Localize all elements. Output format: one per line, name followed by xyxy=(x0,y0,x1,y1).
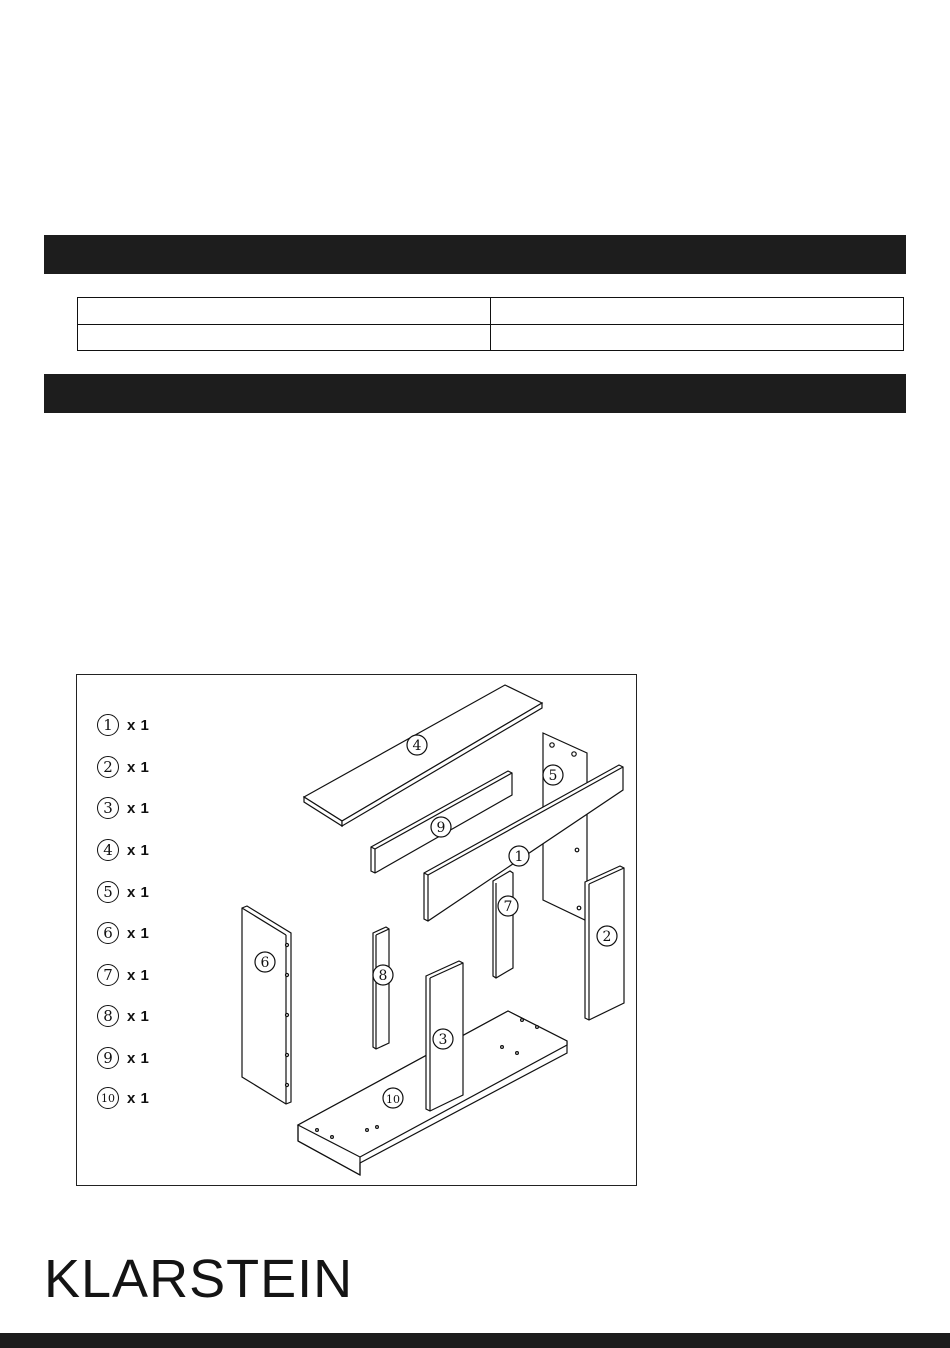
part-number: 1 xyxy=(97,714,119,736)
diagram-label-6: 6 xyxy=(260,955,270,971)
part-quantity: x 1 xyxy=(127,1007,150,1025)
part-quantity: x 1 xyxy=(127,966,150,984)
list-item xyxy=(97,960,149,990)
diagram-label-5: 5 xyxy=(548,768,558,784)
table-cell xyxy=(78,324,491,351)
table-cell xyxy=(491,298,904,325)
part-number: 9 xyxy=(97,1047,119,1069)
list-item xyxy=(97,1001,149,1031)
diagram-label-4: 4 xyxy=(412,738,422,754)
list-item xyxy=(97,1043,149,1073)
diagram-label-1: 1 xyxy=(514,849,524,865)
diagram-label-8: 8 xyxy=(378,968,388,984)
part-number: 8 xyxy=(97,1005,119,1027)
part-6-side-panel xyxy=(242,906,291,1104)
part-quantity: x 1 xyxy=(127,1089,150,1107)
part-quantity: x 1 xyxy=(127,799,150,817)
part-number: 10 xyxy=(97,1087,119,1109)
part-4-top-board xyxy=(304,685,542,826)
part-quantity: x 1 xyxy=(127,1049,150,1067)
table-cell xyxy=(78,298,491,325)
assembly-parts-diagram xyxy=(76,674,637,1186)
section-header-bar-1 xyxy=(44,235,906,274)
footer-bar xyxy=(0,1333,950,1348)
list-item xyxy=(97,752,149,782)
part-quantity: x 1 xyxy=(127,841,150,859)
diagram-label-3: 3 xyxy=(438,1032,448,1048)
table-cell xyxy=(491,324,904,351)
list-item xyxy=(97,1083,149,1113)
part-number: 5 xyxy=(97,881,119,903)
brand-logo: KLARSTEIN xyxy=(44,1249,354,1309)
table-row xyxy=(78,324,904,351)
part-number: 7 xyxy=(97,964,119,986)
list-item xyxy=(97,918,149,948)
list-item xyxy=(97,877,149,907)
list-item xyxy=(97,710,149,740)
part-number: 6 xyxy=(97,922,119,944)
part-number: 4 xyxy=(97,839,119,861)
part-7-post xyxy=(493,871,513,978)
part-quantity: x 1 xyxy=(127,716,150,734)
list-item xyxy=(97,793,149,823)
part-number: 2 xyxy=(97,756,119,778)
diagram-label-2: 2 xyxy=(602,929,612,945)
part-8-post xyxy=(373,927,389,1049)
part-quantity: x 1 xyxy=(127,924,150,942)
spec-table xyxy=(77,297,904,351)
part-quantity: x 1 xyxy=(127,883,150,901)
list-item xyxy=(97,835,149,865)
table-row xyxy=(78,298,904,325)
part-quantity: x 1 xyxy=(127,758,150,776)
exploded-view-drawing xyxy=(77,675,638,1187)
diagram-label-7: 7 xyxy=(503,899,513,915)
section-header-bar-2 xyxy=(44,374,906,413)
diagram-label-10: 10 xyxy=(386,1093,400,1106)
part-number: 3 xyxy=(97,797,119,819)
diagram-label-9: 9 xyxy=(436,820,446,836)
